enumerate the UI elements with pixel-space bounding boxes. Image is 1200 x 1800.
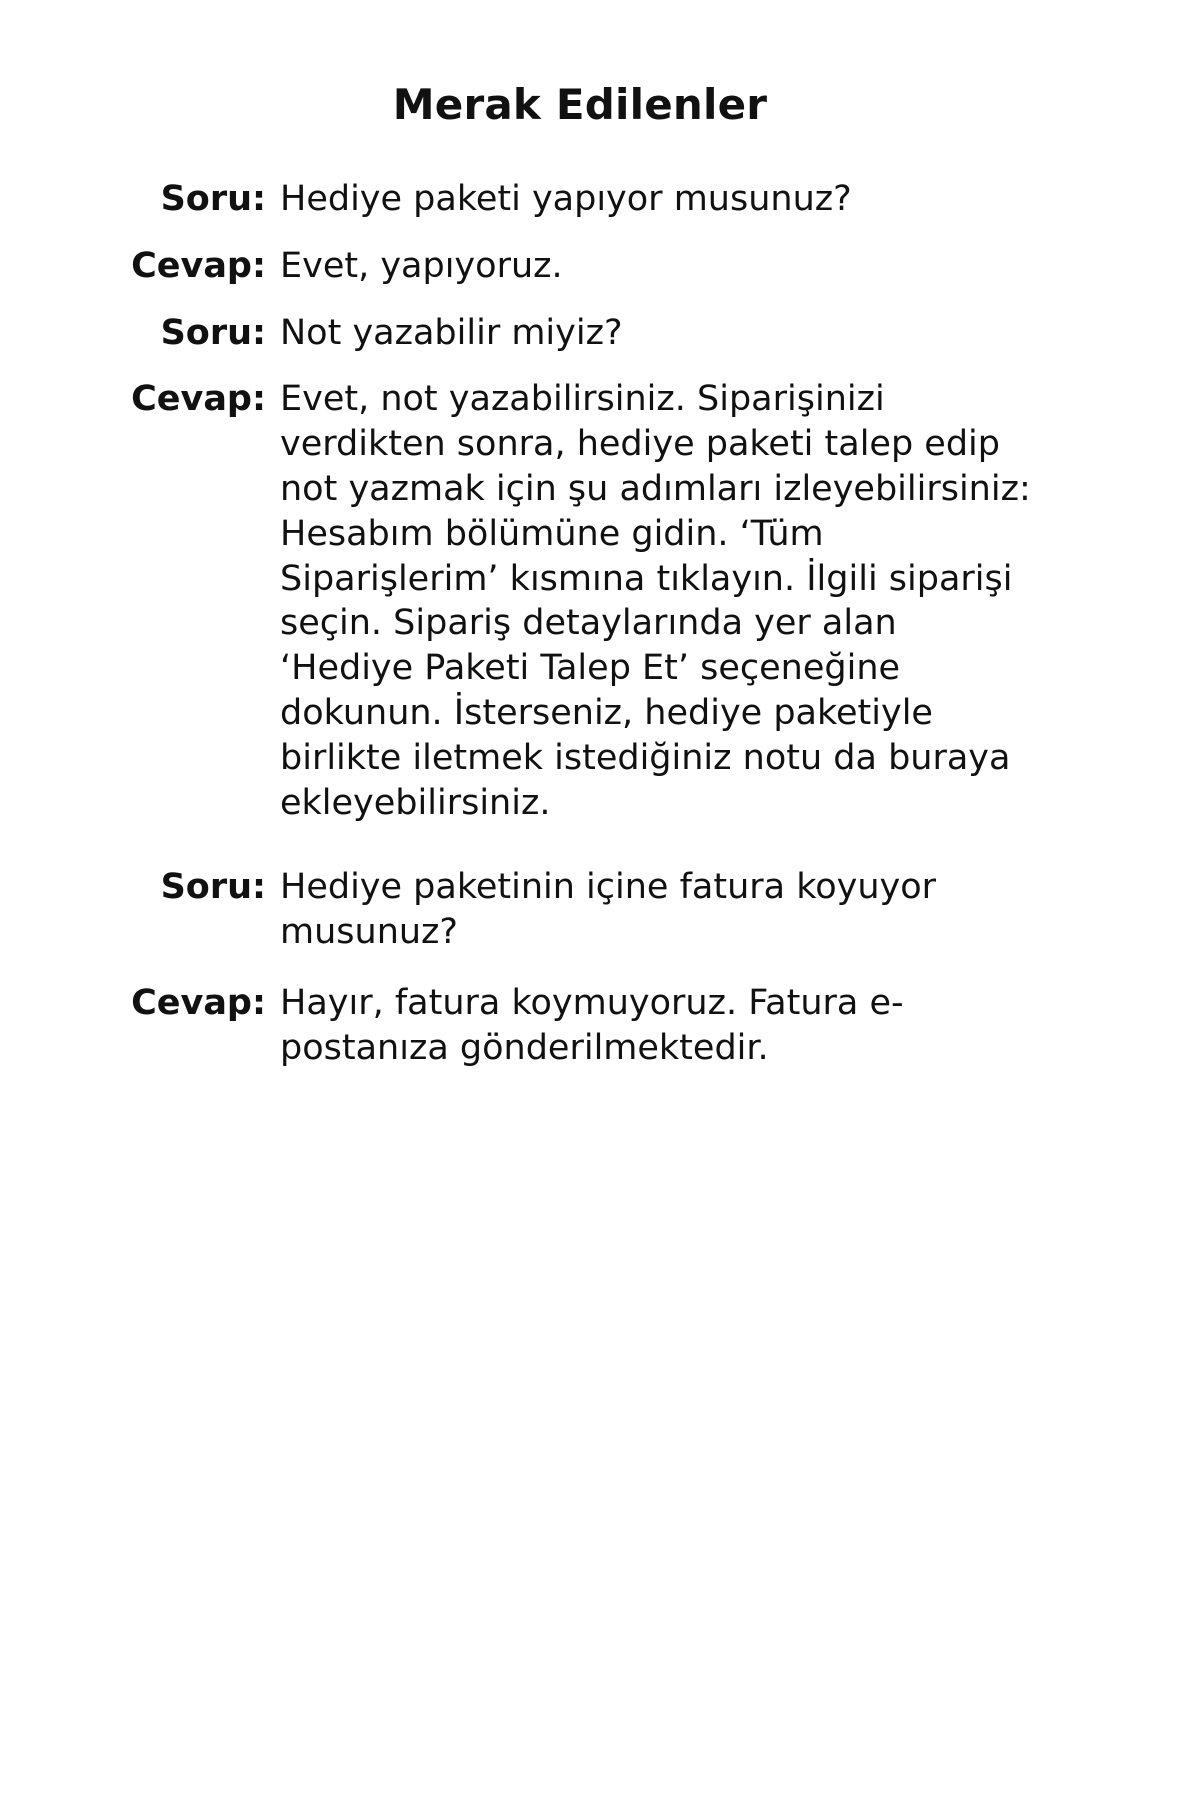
faq-answer-label: Cevap: bbox=[131, 245, 266, 286]
faq-item bbox=[100, 981, 1060, 1071]
faq-list bbox=[100, 177, 1060, 1071]
faq-answer-text: Hayır, fatura koymuyoruz. Fatura e-postanıza gönderilmektedir. bbox=[280, 982, 904, 1068]
faq-item bbox=[100, 865, 1060, 955]
faq-answer-label: Cevap: bbox=[131, 379, 266, 420]
faq-item bbox=[100, 244, 1060, 289]
faq-answer-text: Evet, not yazabilirsiniz. Siparişinizi verdikten sonra, hediye paketi talep edip not yazmak için şu adımları izleyebilirsiniz: Hesabım bölümüne gidin. ‘Tüm Siparişlerim’ kısmına tıklayın. İlgili siparişi seçin. Sipariş detaylarında yer alan ‘Hediye Paketi Talep Et’ seçeneğine dokunun. İsterseniz, hediye paketiyle birlikte iletmek istediğiniz notu da buraya ekleyebilirsiniz. bbox=[280, 379, 1031, 823]
faq-item bbox=[100, 377, 1060, 825]
faq-question-label: Soru: bbox=[160, 867, 266, 908]
faq-question-text: Hediye paketinin içine fatura koyuyor musunuz? bbox=[280, 867, 937, 953]
faq-item bbox=[100, 311, 1060, 356]
faq-answer-label: Cevap: bbox=[131, 982, 266, 1023]
page-title: Merak Edilenler bbox=[392, 80, 768, 129]
faq-answer-text: Evet, yapıyoruz. bbox=[280, 245, 563, 286]
faq-question-label: Soru: bbox=[160, 312, 266, 353]
faq-question-label: Soru: bbox=[160, 179, 266, 219]
faq-question-text: Hediye paketi yapıyor musunuz? bbox=[280, 179, 852, 219]
faq-item bbox=[100, 177, 1060, 222]
faq-question-text: Not yazabilir miyiz? bbox=[280, 312, 623, 353]
